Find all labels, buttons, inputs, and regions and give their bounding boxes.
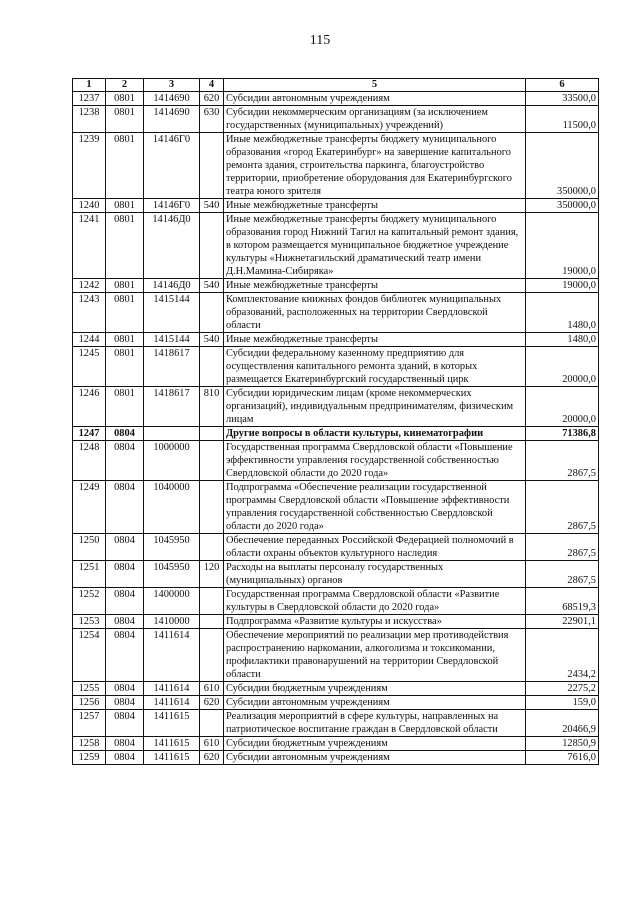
section-code: 0801	[106, 106, 144, 133]
section-code: 0804	[106, 696, 144, 710]
expense-type-code	[200, 481, 224, 534]
table-row	[73, 427, 599, 441]
row-number: 1245	[73, 347, 106, 387]
target-code: 1040000	[144, 481, 200, 534]
row-number: 1243	[73, 293, 106, 333]
budget-table	[72, 78, 599, 765]
column-header: 6	[526, 79, 599, 92]
table-row	[73, 441, 599, 481]
row-description: Субсидии юридическим лицам (кроме некоммерческих организаций), индивидуальным предпринимателям, физическим лицам	[224, 387, 526, 427]
expense-type-code	[200, 427, 224, 441]
table-row	[73, 534, 599, 561]
table-row	[73, 696, 599, 710]
section-code: 0801	[106, 133, 144, 199]
table-row	[73, 481, 599, 534]
row-amount: 33500,0	[526, 92, 599, 106]
target-code: 1418617	[144, 387, 200, 427]
section-code: 0801	[106, 347, 144, 387]
row-description: Комплектование книжных фондов библиотек муниципальных образований, расположенных на территории Свердловской области	[224, 293, 526, 333]
row-description: Субсидии автономным учреждениям	[224, 751, 526, 765]
row-amount: 2275,2	[526, 682, 599, 696]
expense-type-code	[200, 629, 224, 682]
row-amount: 71386,8	[526, 427, 599, 441]
section-code: 0804	[106, 561, 144, 588]
section-code: 0804	[106, 710, 144, 737]
row-amount: 20466,9	[526, 710, 599, 737]
table-row	[73, 293, 599, 333]
section-code: 0804	[106, 615, 144, 629]
row-number: 1255	[73, 682, 106, 696]
table-row	[73, 737, 599, 751]
section-code: 0801	[106, 279, 144, 293]
row-number: 1258	[73, 737, 106, 751]
row-number: 1254	[73, 629, 106, 682]
row-description: Иные межбюджетные трансферты	[224, 333, 526, 347]
page-number: 115	[309, 33, 331, 48]
section-code: 0804	[106, 682, 144, 696]
row-number: 1259	[73, 751, 106, 765]
row-amount: 350000,0	[526, 133, 599, 199]
target-code: 1411615	[144, 751, 200, 765]
row-description: Реализация мероприятий в сфере культуры, направленных на патриотическое воспитание граждан в Свердловской области	[224, 710, 526, 737]
section-code: 0804	[106, 751, 144, 765]
table-row	[73, 387, 599, 427]
column-header: 3	[144, 79, 200, 92]
row-number: 1251	[73, 561, 106, 588]
table-row	[73, 333, 599, 347]
target-code: 1045950	[144, 534, 200, 561]
section-code: 0801	[106, 199, 144, 213]
row-number: 1252	[73, 588, 106, 615]
table-row	[73, 629, 599, 682]
table-row	[73, 561, 599, 588]
target-code: 1415144	[144, 333, 200, 347]
column-header: 1	[73, 79, 106, 92]
row-description: Субсидии автономным учреждениям	[224, 92, 526, 106]
expense-type-code: 540	[200, 199, 224, 213]
expense-type-code: 610	[200, 682, 224, 696]
expense-type-code	[200, 213, 224, 279]
expense-type-code: 630	[200, 106, 224, 133]
target-code: 1414690	[144, 92, 200, 106]
table-row	[73, 710, 599, 737]
table-body	[73, 92, 599, 765]
row-amount: 7616,0	[526, 751, 599, 765]
target-code: 1418617	[144, 347, 200, 387]
row-amount: 22901,1	[526, 615, 599, 629]
row-number: 1239	[73, 133, 106, 199]
target-code: 1411615	[144, 737, 200, 751]
row-amount: 1480,0	[526, 293, 599, 333]
table-row	[73, 682, 599, 696]
column-header: 2	[106, 79, 144, 92]
section-code: 0801	[106, 333, 144, 347]
row-amount: 20000,0	[526, 387, 599, 427]
target-code: 1400000	[144, 588, 200, 615]
table-row	[73, 615, 599, 629]
section-code: 0804	[106, 629, 144, 682]
expense-type-code: 620	[200, 696, 224, 710]
row-description: Субсидии бюджетным учреждениям	[224, 737, 526, 751]
row-description: Другие вопросы в области культуры, кинематографии	[224, 427, 526, 441]
section-code: 0804	[106, 534, 144, 561]
expense-type-code	[200, 534, 224, 561]
target-code	[144, 427, 200, 441]
target-code: 1411614	[144, 696, 200, 710]
row-amount: 1480,0	[526, 333, 599, 347]
row-description: Иные межбюджетные трансферты бюджету муниципального образования город Нижний Тагил на капитальный ремонт здания, в котором размещается муниципальное бюджетное учреждение культуры «Нижнетагильский драматический театр имени Д.Н.Мамина-Сибиряка»	[224, 213, 526, 279]
section-code: 0804	[106, 737, 144, 751]
expense-type-code: 620	[200, 92, 224, 106]
expense-type-code: 540	[200, 279, 224, 293]
row-number: 1250	[73, 534, 106, 561]
row-amount: 350000,0	[526, 199, 599, 213]
target-code: 1045950	[144, 561, 200, 588]
row-description: Субсидии бюджетным учреждениям	[224, 682, 526, 696]
row-number: 1244	[73, 333, 106, 347]
row-number: 1242	[73, 279, 106, 293]
table-row	[73, 588, 599, 615]
section-code: 0804	[106, 427, 144, 441]
row-description: Субсидии автономным учреждениям	[224, 696, 526, 710]
expense-type-code	[200, 347, 224, 387]
expense-type-code	[200, 441, 224, 481]
row-description: Обеспечение переданных Российской Федерацией полномочий в области охраны объектов культурного наследия	[224, 534, 526, 561]
target-code: 1411614	[144, 629, 200, 682]
table-row	[73, 279, 599, 293]
target-code: 1411614	[144, 682, 200, 696]
section-code: 0804	[106, 588, 144, 615]
target-code: 14146Г0	[144, 199, 200, 213]
row-description: Обеспечение мероприятий по реализации мер противодействия распространению наркомании, алкоголизма и токсикомании, профилактики правонарушений на территории Свердловской области	[224, 629, 526, 682]
row-amount: 2867,5	[526, 534, 599, 561]
row-amount: 19000,0	[526, 213, 599, 279]
column-header: 4	[200, 79, 224, 92]
row-description: Подпрограмма «Развитие культуры и искусства»	[224, 615, 526, 629]
row-number: 1237	[73, 92, 106, 106]
row-description: Государственная программа Свердловской области «Развитие культуры в Свердловской области до 2020 года»	[224, 588, 526, 615]
section-code: 0801	[106, 387, 144, 427]
target-code: 14146Д0	[144, 213, 200, 279]
table-row	[73, 347, 599, 387]
table-row	[73, 106, 599, 133]
row-amount: 2867,5	[526, 441, 599, 481]
row-amount: 20000,0	[526, 347, 599, 387]
expense-type-code	[200, 293, 224, 333]
row-number: 1248	[73, 441, 106, 481]
row-number: 1253	[73, 615, 106, 629]
table-row	[73, 199, 599, 213]
row-number: 1240	[73, 199, 106, 213]
target-code: 14146Г0	[144, 133, 200, 199]
row-number: 1246	[73, 387, 106, 427]
expense-type-code	[200, 133, 224, 199]
expense-type-code: 620	[200, 751, 224, 765]
table-row	[73, 133, 599, 199]
row-number: 1249	[73, 481, 106, 534]
row-number: 1256	[73, 696, 106, 710]
row-description: Субсидии некоммерческим организациям (за исключением государственных (муниципальных) учреждений)	[224, 106, 526, 133]
section-code: 0801	[106, 213, 144, 279]
table-row	[73, 751, 599, 765]
row-amount: 12850,9	[526, 737, 599, 751]
table-row	[73, 213, 599, 279]
target-code: 14146Д0	[144, 279, 200, 293]
row-amount: 2434,2	[526, 629, 599, 682]
row-description: Иные межбюджетные трансферты бюджету муниципального образования «город Екатеринбург» на завершение капитального ремонта здания, строительства паркинга, благоустройство территории, приобретение оборудования для Екатеринбургского театра юного зрителя	[224, 133, 526, 199]
target-code: 1415144	[144, 293, 200, 333]
target-code: 1000000	[144, 441, 200, 481]
expense-type-code	[200, 615, 224, 629]
expense-type-code: 120	[200, 561, 224, 588]
target-code: 1411615	[144, 710, 200, 737]
row-description: Субсидии федеральному казенному предприятию для осуществления капитального ремонта зданий, в которых размещается Екатеринбургский государственный цирк	[224, 347, 526, 387]
column-header: 5	[224, 79, 526, 92]
row-amount: 68519,3	[526, 588, 599, 615]
row-amount: 2867,5	[526, 561, 599, 588]
table-row	[73, 92, 599, 106]
expense-type-code	[200, 710, 224, 737]
expense-type-code: 810	[200, 387, 224, 427]
expense-type-code: 540	[200, 333, 224, 347]
target-code: 1414690	[144, 106, 200, 133]
header-row	[73, 79, 599, 92]
section-code: 0801	[106, 92, 144, 106]
row-description: Иные межбюджетные трансферты	[224, 199, 526, 213]
expense-type-code	[200, 588, 224, 615]
row-description: Расходы на выплаты персоналу государственных (муниципальных) органов	[224, 561, 526, 588]
row-number: 1257	[73, 710, 106, 737]
section-code: 0801	[106, 293, 144, 333]
row-amount: 19000,0	[526, 279, 599, 293]
section-code: 0804	[106, 441, 144, 481]
row-amount: 159,0	[526, 696, 599, 710]
target-code: 1410000	[144, 615, 200, 629]
row-number: 1247	[73, 427, 106, 441]
row-number: 1238	[73, 106, 106, 133]
row-amount: 2867,5	[526, 481, 599, 534]
row-amount: 11500,0	[526, 106, 599, 133]
expense-type-code: 610	[200, 737, 224, 751]
row-number: 1241	[73, 213, 106, 279]
section-code: 0804	[106, 481, 144, 534]
row-description: Подпрограмма «Обеспечение реализации государственной программы Свердловской области «Повышение эффективности управления государственной собственностью Свердловской области до 2020 года»	[224, 481, 526, 534]
row-description: Государственная программа Свердловской области «Повышение эффективности управления государственной собственностью Свердловской области до 2020 года»	[224, 441, 526, 481]
row-description: Иные межбюджетные трансферты	[224, 279, 526, 293]
